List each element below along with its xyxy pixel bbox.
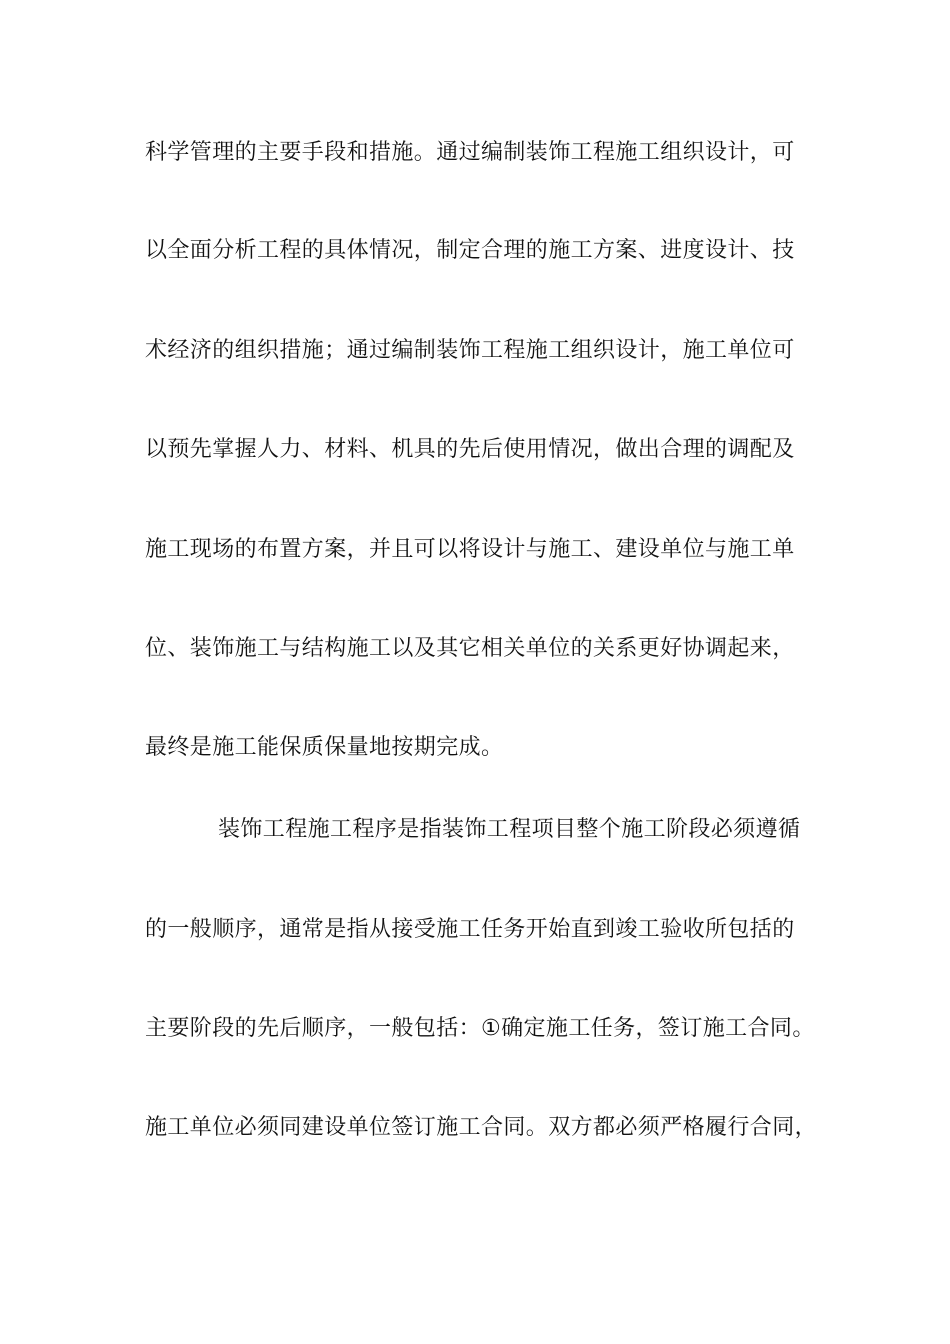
paragraph-1-line-4: 以预先掌握人力、材料、机具的先后使用情况，做出合理的调配及: [145, 437, 795, 462]
paragraph-2-line-2: 的一般顺序，通常是指从接受施工任务开始直到竣工验收所包括的: [145, 917, 795, 942]
paragraph-2-line-3: 主要阶段的先后顺序，一般包括：①确定施工任务，签订施工合同。: [145, 1016, 815, 1041]
paragraph-1-line-2: 以全面分析工程的具体情况，制定合理的施工方案、进度设计、技: [145, 238, 795, 263]
paragraph-1-line-3: 术经济的组织措施；通过编制装饰工程施工组织设计，施工单位可: [145, 338, 795, 363]
paragraph-2-line-1: 装饰工程施工程序是指装饰工程项目整个施工阶段必须遵循: [218, 817, 801, 842]
paragraph-2-line-4: 施工单位必须同建设单位签订施工合同。双方都必须严格履行合同，: [145, 1115, 818, 1140]
paragraph-1-line-1: 科学管理的主要手段和措施。通过编制装饰工程施工组织设计，可: [145, 140, 795, 165]
paragraph-1-line-5: 施工现场的布置方案，并且可以将设计与施工、建设单位与施工单: [145, 537, 795, 562]
paragraph-1-line-6: 位、装饰施工与结构施工以及其它相关单位的关系更好协调起来，: [145, 636, 795, 661]
paragraph-1-line-7: 最终是施工能保质保量地按期完成。: [145, 735, 504, 760]
